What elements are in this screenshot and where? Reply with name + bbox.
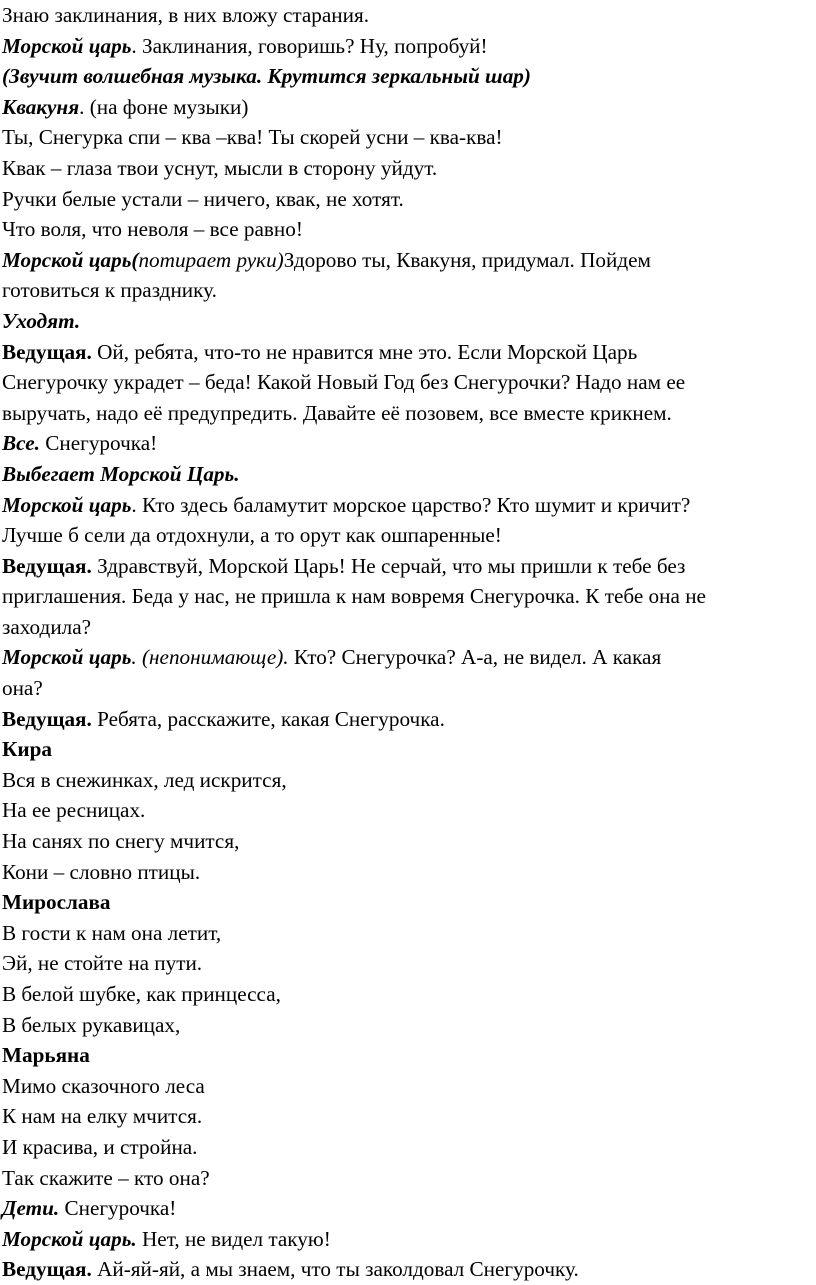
poem-line: Мимо сказочного леса [2,1073,205,1098]
dialogue-text: выручать, надо её предупредить. Давайте её позовем, все вместе крикнем. [2,400,672,425]
poem-reader-name: Мирослава [2,890,111,915]
speaker-name: Ведущая. [2,706,92,731]
poem-line: Так скажите – кто она? [2,1165,210,1190]
speaker-name: Морской царь( [2,247,139,272]
poem-reader-name: Кира [2,737,52,762]
text-line: Что воля, что неволя – все равно! [2,217,303,242]
stage-direction: Уходят. [2,308,81,333]
dialogue-paragraph [2,245,814,306]
dialogue-text: готовиться к празднику. [2,278,217,303]
dialogue-text: Здравствуй, Морской Царь! Не серчай, что мы пришли к тебе без [91,553,686,578]
stage-direction: Выбегает Морской Царь. [2,461,240,486]
dialogue-line [2,1193,814,1224]
dialogue-text: Кто? Снегурочка? А-а, не видел. А какая [288,645,662,670]
speaker-name: Морской царь [2,33,132,58]
dialogue-text: . Кто здесь баламутит морское царство? Кто шумит и кричит? [131,492,691,517]
poem-line: В белых рукавицах, [2,1012,181,1037]
poem-maryana [2,1040,814,1193]
text-line: Знаю заклинания, в них вложу старания. [2,3,370,27]
dialogue-text: Снегурочку украдет – беда! Какой Новый Год без Снегурочки? Надо нам ее [2,370,686,395]
dialogue-paragraph [2,337,814,429]
dialogue-text: Снегурочка! [39,431,158,456]
dialogue-text: Ай-яй-яй, а мы знаем, что ты заколдовал Снегурочку. [91,1257,579,1282]
dialogue-paragraph [2,490,814,551]
text-line: Ты, Снегурка спи – ква –ква! Ты скорей усни – ква-ква! [2,125,503,150]
dialogue-text: Ой, ребята, что-то не нравится мне это. Если Морской Царь [91,339,638,364]
poem-line: К нам на елку мчится. [2,1104,203,1129]
poem-line: В гости к нам она летит, [2,920,222,945]
poem-miroslava [2,887,814,1040]
dialogue-paragraph [2,551,814,643]
dialogue-text: Ребята, расскажите, какая Снегурочка. [91,706,445,731]
poem-line: Эй, не стойте на пути. [2,951,203,976]
dialogue-text: . Заклинания, говоришь? Ну, попробуй! [131,33,488,58]
speaker-name: Морской царь [2,492,132,517]
speaker-name: Квакуня [2,94,80,119]
dialogue-line [2,31,814,62]
dialogue-line [2,428,814,459]
stage-direction: потирает руки) [138,247,284,272]
speaker-name: Ведущая. [2,339,92,364]
text-line: Ручки белые устали – ничего, квак, не хотят. [2,186,404,211]
dialogue-text: Здорово ты, Квакуня, придумал. Пойдем [283,247,651,272]
document-page [2,0,814,1285]
speaker-name: Ведущая. [2,553,92,578]
dialogue-line [2,704,814,735]
dialogue-text: Нет, не видел такую! [136,1226,331,1251]
text-line: Квак – глаза твои уснут, мысли в сторону уйдут. [2,155,438,180]
dialogue-line [2,1254,814,1285]
poem-line: Вся в снежинках, лед искрится, [2,767,287,792]
poem-kira [2,734,814,887]
poem-line: Кони – словно птицы. [2,859,201,884]
speaker-name: Ведущая. [2,1257,92,1282]
poem-line: На ее ресницах. [2,798,146,823]
poem-line: В белой шубке, как принцесса, [2,982,281,1006]
speaker-name: Морской царь. [2,1226,137,1251]
dialogue-text: она? [2,676,43,701]
dialogue-line [2,1224,814,1255]
dialogue-text: Снегурочка! [59,1196,177,1221]
speaker-name: Дети. [2,1196,60,1221]
speaker-name: Все. [2,431,40,456]
poem-line: На санях по снегу мчится, [2,829,240,854]
poem-reader-name: Марьяна [2,1043,90,1068]
dialogue-text: приглашения. Беда у нас, не пришла к нам вовремя Снегурочка. К тебе она не [2,584,706,609]
dialogue-text: заходила? [2,614,92,639]
speaker-name: Морской царь [2,645,132,670]
dialogue-paragraph [2,642,814,703]
stage-direction: (Звучит волшебная музыка. Крутится зеркальный шар) [2,64,531,89]
poem-line: И красива, и стройна. [2,1134,198,1159]
stage-direction: . (непонимающе). [131,645,289,670]
dialogue-text: Лучше б сели да отдохнули, а то орут как ошпаренные! [2,523,502,548]
dialogue-line [2,92,814,123]
dialogue-text: . (на фоне музыки) [79,94,249,119]
